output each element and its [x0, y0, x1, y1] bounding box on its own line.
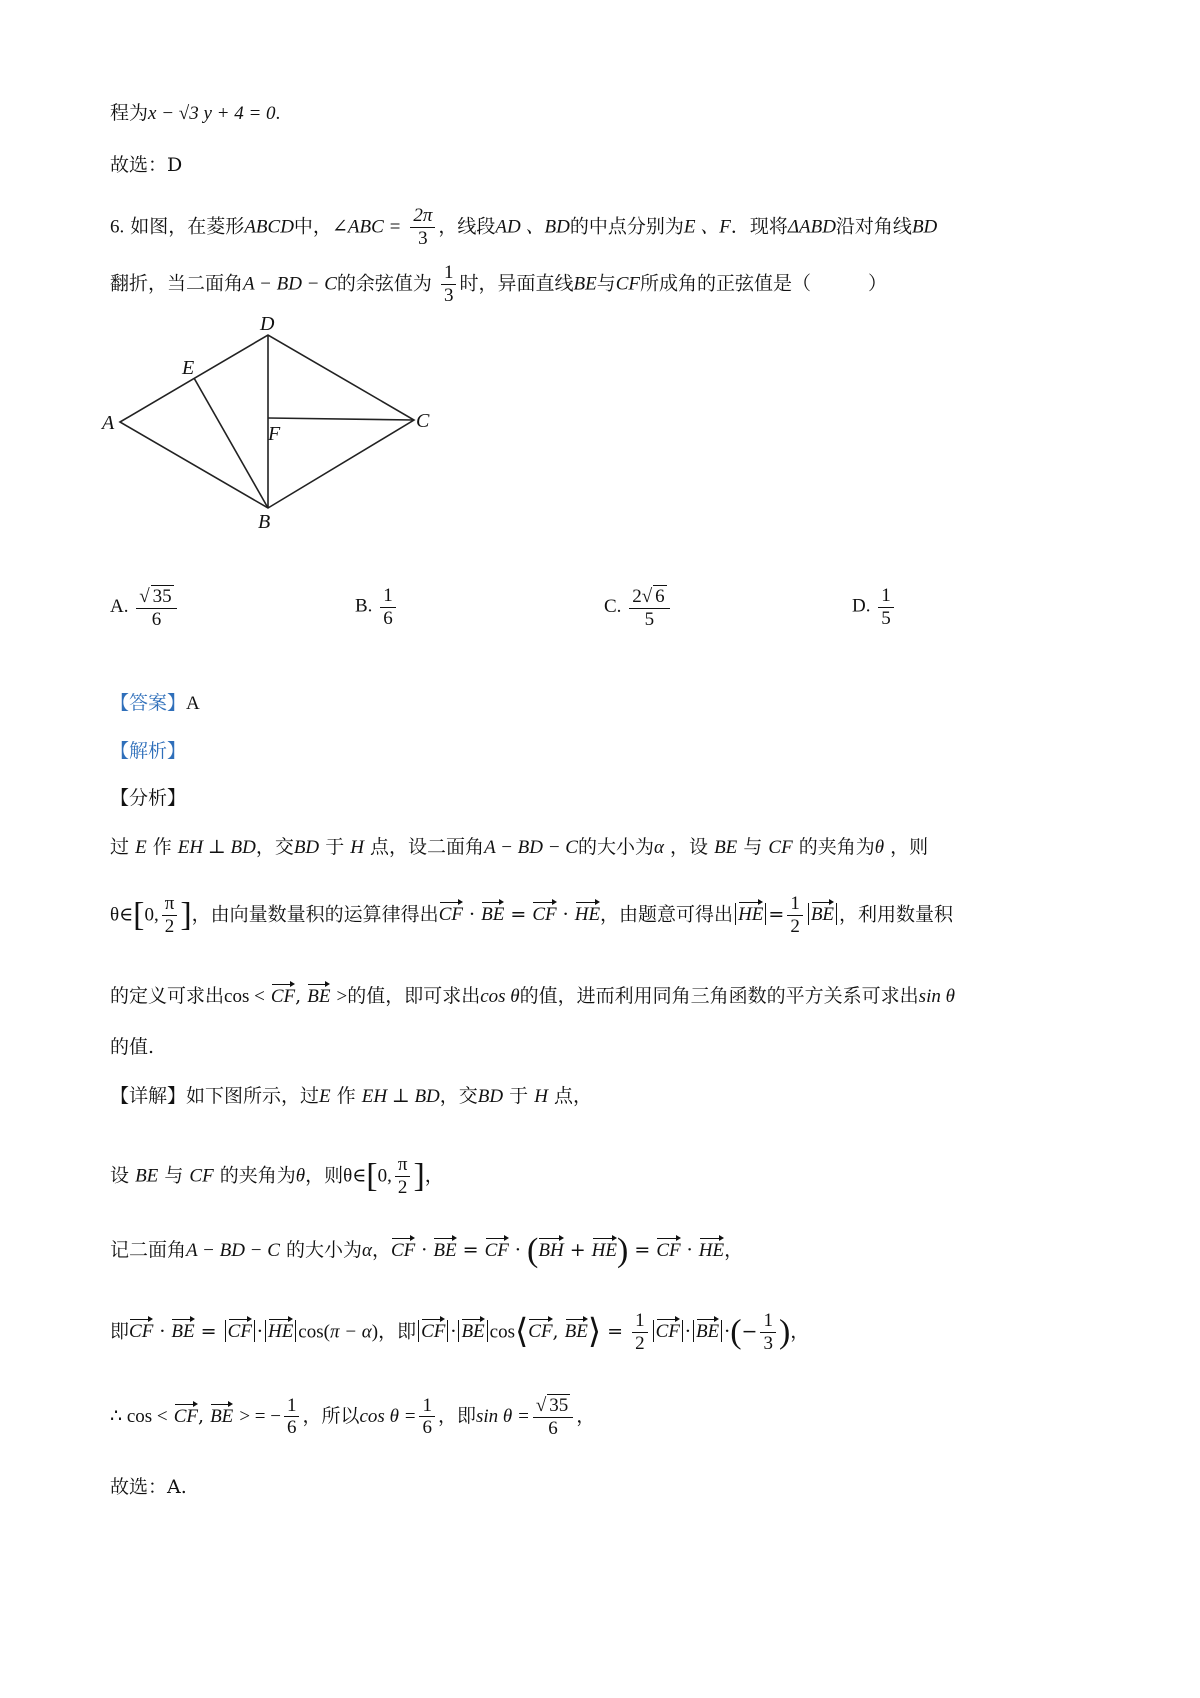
- question-line-2: 翻折，当二面角A − BD − C的余弦值为 $\frac{1}{3}$ 时，异面直线BE与CF所成角的正弦值是（ ）: [110, 262, 888, 306]
- xiangjie-line-5: ∴ cos < CF, BE > = − $\frac{1}{6}$ ，所以cos θ = $\frac{1}{6}$ ，即sin θ = $\frac{√ 35}{6}$ ，: [110, 1394, 596, 1439]
- label-f: F: [268, 423, 281, 445]
- answer-line: 【答案】A: [110, 692, 200, 714]
- fenxi-line-3: 的定义可求出cos < CF, BE >的值，即可求出cos θ的值，进而利用同角三角函数的平方关系可求出sin θ: [110, 985, 955, 1007]
- answer-value: A: [186, 693, 200, 714]
- xiangjie-line-2: 设 BE 与 CF 的夹角为θ，则θ∈[0, $\frac{\pi}{2}$ ]，: [110, 1154, 444, 1198]
- fenxi-line-2: θ∈[0, $\frac{\pi}{2}$ ]，由向量数量积的运算律得出CF · BE = CF · HE，由题意可得出 HE = $\frac{1}{2}$ BE ，利用数量积: [110, 893, 954, 937]
- label-e: E: [182, 357, 195, 379]
- label-c: C: [416, 410, 430, 432]
- fenxi-line-1: 过 E 作 EH ⊥ BD，交BD 于 H 点，设二面角A − BD − C的大小为α ，设 BE 与 CF 的夹角为θ ，则: [110, 836, 929, 858]
- question-line-1: 6. 如图，在菱形ABCD中，∠ABC = $\frac{2\pi}{3}$ ，线段AD 、BD的中点分别为E 、F．现将ΔABD沿对角线BD: [110, 205, 938, 249]
- label-b: B: [258, 511, 271, 533]
- cos-fraction: $\frac{1}{3}$: [441, 262, 457, 307]
- label-d: D: [260, 313, 275, 335]
- xiangjie-line-3: 记二面角A − BD − C 的大小为α，CF · BE = CF · (BH + HE) = CF · HE，: [110, 1232, 744, 1269]
- option-a[interactable]: A. $\frac{√ 35}{6}$: [110, 585, 180, 631]
- q5-equation: x − √3 y + 4 = 0: [148, 103, 276, 124]
- option-d[interactable]: D. $\frac{1}{5}$: [852, 585, 897, 630]
- fenxi-line-4: 的值.: [110, 1036, 155, 1058]
- q5-choice: 故选：D: [110, 154, 183, 176]
- option-b[interactable]: B. $\frac{1}{6}$: [355, 585, 399, 630]
- final-choice: 故选：A.: [110, 1476, 187, 1498]
- option-c[interactable]: C. $\frac{2√ 6}{5}$: [604, 585, 673, 631]
- fenxi-tag: 【分析】: [110, 787, 187, 809]
- xiangjie-line-1: 【详解】如下图所示，过E 作 EH ⊥ BD，交BD 于 H 点，: [110, 1085, 593, 1107]
- label-a: A: [102, 412, 115, 434]
- rhombus-figure: [100, 313, 460, 570]
- q5-equation-line: 程为x − √3 y + 4 = 0.: [110, 102, 281, 124]
- angle-fraction: $\frac{2\pi}{3}$: [410, 205, 435, 250]
- xiangjie-line-4: 即CF · BE = CF · HE cos(π − α)，即 CF · BE cos⟨CF, BE⟩ = $\frac{1}{2}$ CF · BE ·(− $\frac{1}{3}$ )，: [110, 1310, 810, 1354]
- analysis-tag: 【解析】: [110, 740, 187, 762]
